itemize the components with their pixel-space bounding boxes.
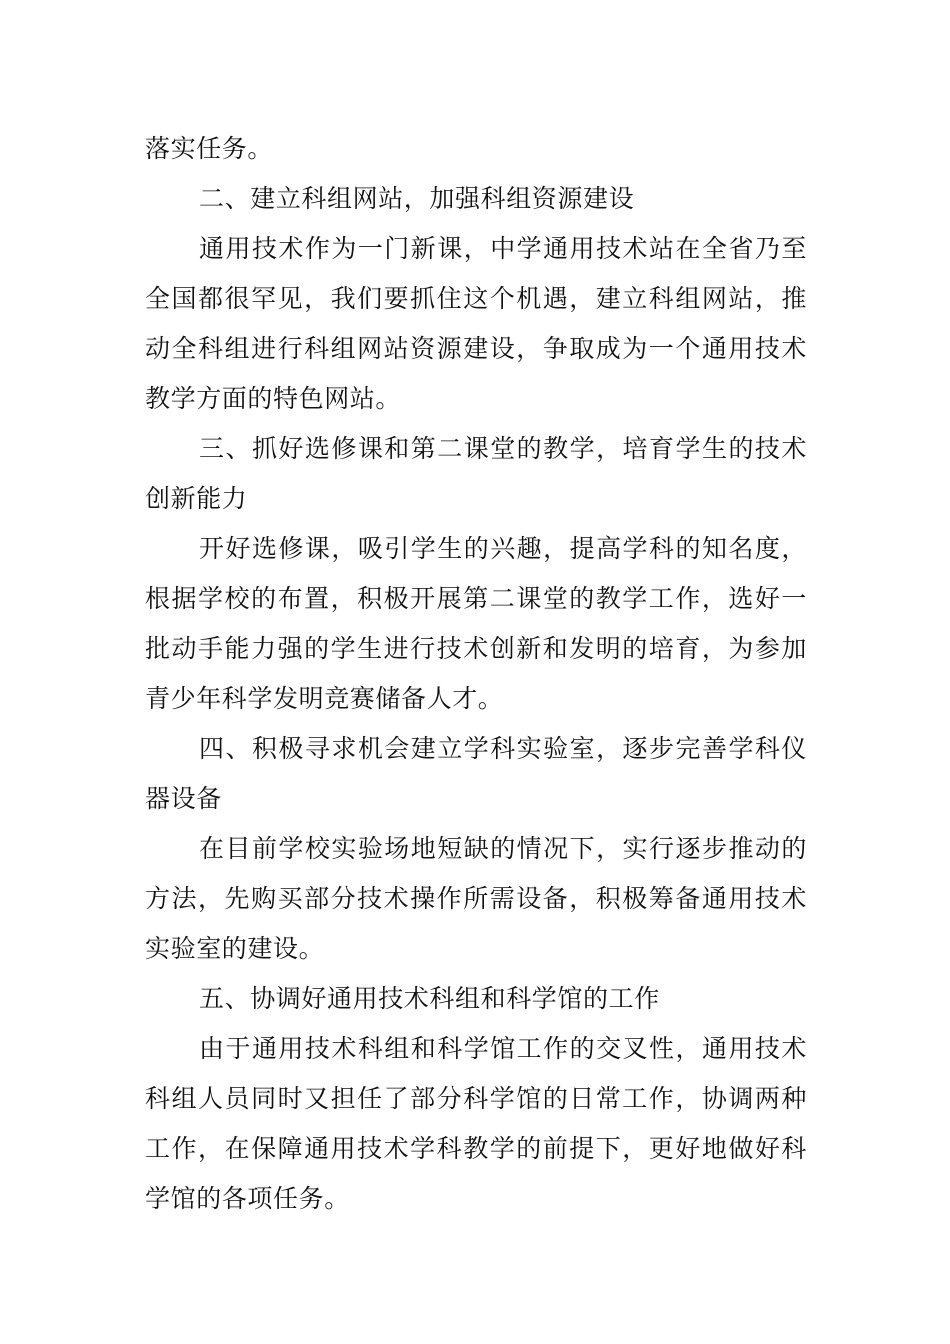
section-body-2: 通用技术作为一门新课，中学通用技术站在全省乃至全国都很罕见，我们要抓住这个机遇，建立科组网站，推动全科组进行科组网站资源建设，争取成为一个通用技术教学方面的特色网站。 (145, 234, 807, 413)
section-body-4: 在目前学校实验场地短缺的情况下，实行逐步推动的方法，先购买部分技术操作所需设备，积极筹备通用技术实验室的建设。 (145, 834, 807, 963)
section-heading-2: 二、建立科组网站，加强科组资源建设 (199, 184, 635, 213)
section-heading-3: 三、抓好选修课和第二课堂的教学，培育学生的技术创新能力 (145, 434, 807, 513)
paragraph-continuation: 落实任务。 (145, 134, 274, 163)
document-body (145, 124, 807, 1224)
section-heading-4: 四、积极寻求机会建立学科实验室，逐步完善学科仪器设备 (145, 734, 807, 813)
section-body-5: 由于通用技术科组和科学馆工作的交叉性，通用技术科组人员同时又担任了部分科学馆的日常工作，协调两种工作，在保障通用技术学科教学的前提下，更好地做好科学馆的各项任务。 (145, 1034, 807, 1213)
section-body-3: 开好选修课，吸引学生的兴趣，提高学科的知名度，根据学校的布置，积极开展第二课堂的教学工作，选好一批动手能力强的学生进行技术创新和发明的培育，为参加青少年科学发明竞赛储备人才。 (145, 534, 807, 713)
section-heading-5: 五、协调好通用技术科组和科学馆的工作 (199, 984, 660, 1013)
